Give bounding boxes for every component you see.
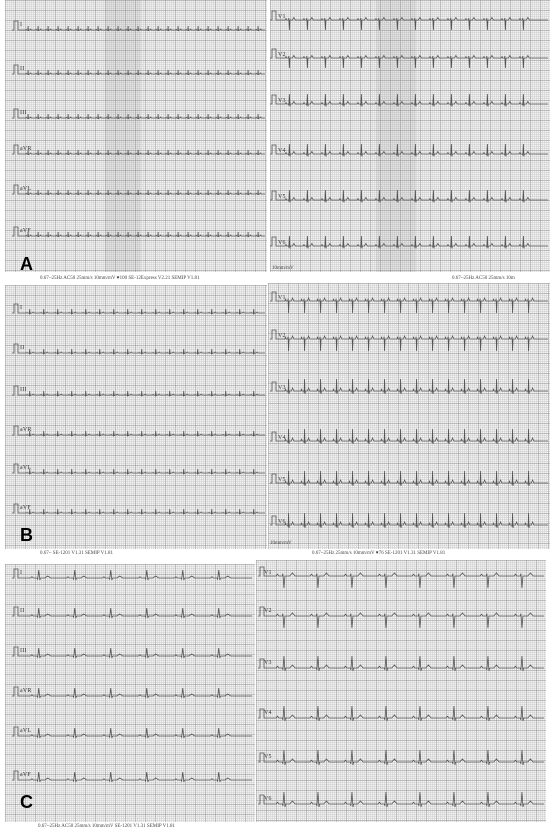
- panel-b-chest-trace: [270, 292, 548, 313]
- panel-a-limb-trace: [12, 145, 265, 155]
- panel-b-lead-label: V1: [278, 295, 286, 301]
- panel-a-lead-label: aVR: [20, 146, 32, 152]
- panel-a-chest-trace: [270, 236, 548, 249]
- panel-a-footer-left: 0.67~25Hz AC50 25mm/s 10mm/mV ♥100 SE-12Express V2.21 SEMIP V1.81: [40, 276, 200, 281]
- panel-c-lead-label: V1: [264, 570, 272, 576]
- panel-a-chest-trace: [270, 11, 548, 30]
- panel-a-chest-trace: [270, 144, 548, 157]
- panel-c-chest-trace: [258, 792, 544, 807]
- panel-a-lead-label: V1: [278, 14, 286, 20]
- panel-a-letter: A: [20, 254, 33, 274]
- panel-a-lead-label: V5: [278, 194, 286, 200]
- panel-c-lead-label: V3: [264, 660, 272, 666]
- panel-c-lead-label: V6: [264, 796, 272, 802]
- panel-b-gain-note: 10mm/mV: [270, 541, 292, 546]
- panel-b-chest-trace: [270, 471, 548, 486]
- panel-b-chest-trace: [270, 513, 548, 528]
- panel-a-lead-label: III: [20, 110, 27, 116]
- panel-a-lead-label: II: [20, 66, 25, 72]
- panel-b-limb-trace: [12, 426, 265, 436]
- panel-a-limb-trace: [12, 21, 265, 31]
- panel-a-limb-trace: [12, 65, 265, 75]
- panel-a-lead-label: V2: [278, 52, 286, 58]
- panel-a-lead-label: aVL: [20, 186, 32, 192]
- panel-a-chest-trace: [270, 49, 548, 68]
- panel-b-lead-label: aVF: [20, 505, 31, 511]
- panel-b-limb-trace: [12, 304, 265, 314]
- panel-b-lead-label: aVL: [20, 465, 32, 471]
- panel-a-gain-note: 10mm/mV: [272, 266, 294, 271]
- panel-b-lead-label: III: [20, 387, 27, 393]
- panel-c-limb-trace: [12, 569, 252, 580]
- panel-b-letter: B: [20, 525, 33, 545]
- panel-c-chest-trace: [258, 656, 544, 671]
- panel-a-lead-label: V4: [278, 148, 286, 154]
- panel-b-lead-label: V4: [278, 435, 286, 441]
- panel-c-chest-trace: [258, 567, 544, 588]
- panel-a-limb-trace: [12, 109, 265, 119]
- panel-a-footer-right: 0.67~25Hz AC50 25mm/s 10m: [452, 276, 515, 281]
- panel-b-limb-trace: [12, 464, 265, 474]
- panel-b-chest-trace: [270, 379, 548, 394]
- panel-c-lead-label: V2: [264, 608, 272, 614]
- panel-c-chest-trace: [258, 750, 544, 765]
- panel-b-lead-label: V2: [278, 333, 286, 339]
- panel-a-limb-trace: [12, 185, 265, 195]
- panel-c-lead-label: V4: [264, 710, 272, 716]
- panel-b-lead-label: aVR: [20, 427, 32, 433]
- panel-c-limb-trace: [12, 647, 252, 658]
- panel-a-lead-label: I: [20, 22, 23, 28]
- panel-c-letter: C: [20, 792, 33, 812]
- panel-c-footer-left: 0.67~25Hz AC50 25mm/s 10mm/mV SE-1201 V1.31 SEMIP V1.81: [38, 824, 175, 829]
- panel-c-lead-label: aVL: [20, 728, 32, 734]
- panel-c-limb-trace: [12, 727, 252, 738]
- panel-c-lead-label: aVR: [20, 688, 32, 694]
- panel-b-lead-label: V3: [278, 385, 286, 391]
- panel-c-chest-trace: [258, 607, 544, 628]
- panel-a-limb-trace: [12, 227, 265, 237]
- panel-a-chest-trace: [270, 94, 548, 107]
- panel-b-footer-right: 0.67~25Hz 25mm/s 10mm/mV ♥76 SE-1201 V1.31 SEMIP V1.81: [312, 551, 446, 556]
- panel-b-lead-label: I: [20, 305, 23, 311]
- panel-c-limb-trace: [12, 607, 252, 618]
- panel-c-lead-label: aVF: [20, 772, 31, 778]
- panel-a-chest-trace: [270, 190, 548, 203]
- panel-b-lead-label: V6: [278, 519, 286, 525]
- panel-c-limb-trace: [12, 771, 252, 782]
- panel-b-chest-trace: [270, 330, 548, 351]
- panel-b-chest-trace: [270, 429, 548, 444]
- panel-a-lead-label: aVF: [20, 228, 31, 234]
- panel-c-lead-label: I: [20, 570, 23, 576]
- panel-a-lead-label: V3: [278, 98, 286, 104]
- panel-c-lead-label: II: [20, 608, 25, 614]
- panel-b-footer-left: 0.67~ SE-1201 V1.31 SEMIP V1.81: [40, 551, 114, 556]
- panel-c-chest-trace: [258, 706, 544, 721]
- panel-c-lead-label: V5: [264, 754, 272, 760]
- panel-b-limb-trace: [12, 504, 265, 514]
- panel-a-lead-label: V6: [278, 240, 286, 246]
- panel-b-lead-label: II: [20, 345, 25, 351]
- panel-c-lead-label: III: [20, 648, 27, 654]
- panel-c-limb-trace: [12, 687, 252, 698]
- panel-b-limb-trace: [12, 344, 265, 354]
- panel-b-lead-label: V5: [278, 477, 286, 483]
- panel-b-limb-trace: [12, 386, 265, 396]
